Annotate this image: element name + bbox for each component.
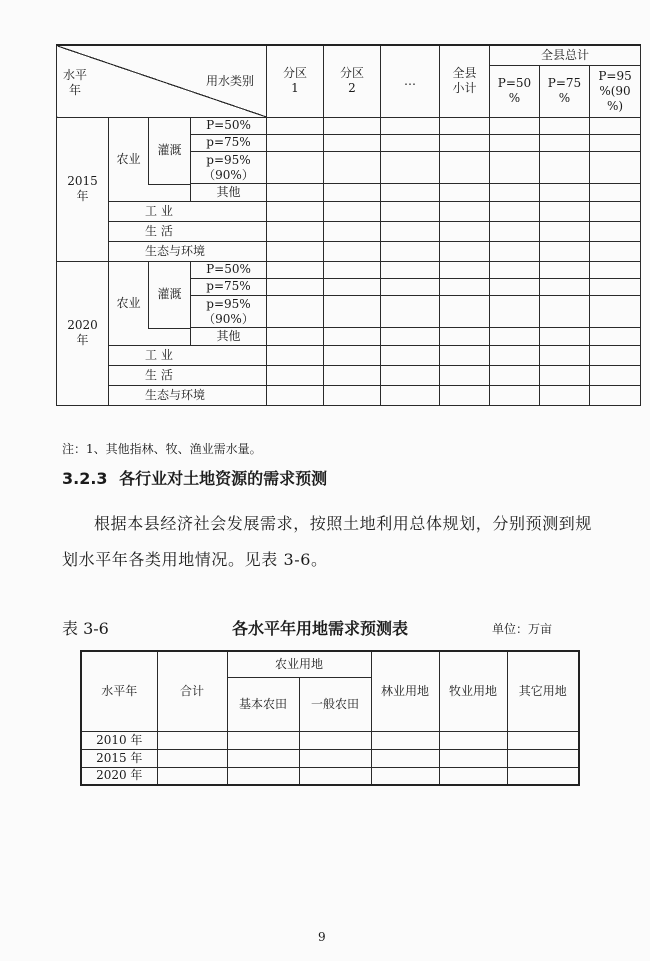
general-farmland-header: 一般农田 — [299, 677, 371, 731]
freq-p50-cell: P=50% — [191, 117, 267, 134]
table-number: 表 3-6 — [62, 619, 109, 638]
agri-cell — [109, 117, 191, 201]
agri-cell — [109, 261, 191, 345]
other-cell: 其他 — [191, 184, 267, 201]
table-caption — [62, 616, 602, 640]
section-title: 各行业对土地资源的需求预测 — [119, 469, 328, 488]
water-demand-table — [56, 44, 641, 406]
p95-header: P=95 %(90 %) — [590, 65, 641, 117]
eco-cell: 生态与环境 — [109, 385, 267, 405]
corner-category-label: 用水类别 — [205, 74, 254, 88]
p75-header: P=75 % — [540, 65, 590, 117]
row-year-2020: 2020 年 — [81, 767, 157, 785]
industry-cell: 工 业 — [109, 345, 267, 365]
year-2020-cell: 2020 年 — [57, 261, 109, 405]
land-demand-table — [80, 650, 580, 786]
table-unit: 单位：万亩 — [492, 622, 553, 636]
page-number: 9 — [318, 930, 326, 944]
life-cell: 生 活 — [109, 365, 267, 385]
year-header: 水平年 — [81, 651, 157, 731]
eco-cell: 生态与环境 — [109, 241, 267, 261]
life-cell: 生 活 — [109, 221, 267, 241]
other-cell: 其他 — [191, 328, 267, 345]
industry-cell: 工 业 — [109, 201, 267, 221]
table-corner-header — [57, 45, 267, 117]
basic-farmland-header: 基本农田 — [227, 677, 299, 731]
table-title: 各水平年用地需求预测表 — [232, 619, 409, 638]
table-note: 注：1、其他指林、牧、渔业需水量。 — [62, 442, 262, 456]
freq-p50-cell: P=50% — [191, 261, 267, 278]
pasture-header: 牧业用地 — [439, 651, 507, 731]
agri-label: 农业 — [116, 151, 141, 166]
total-header: 合计 — [157, 651, 227, 731]
other-land-header: 其它用地 — [507, 651, 579, 731]
irrigation-label: 灌溉 — [148, 262, 190, 329]
section-heading — [62, 466, 327, 489]
county-subtotal-header: 全县 小计 — [440, 45, 490, 117]
p50-header: P=50 % — [490, 65, 540, 117]
freq-p75-cell: p=75% — [191, 278, 267, 295]
freq-p95-cell: p=95% （90%） — [191, 295, 267, 327]
agri-land-header: 农业用地 — [227, 651, 371, 677]
freq-p75-cell: p=75% — [191, 134, 267, 151]
row-year-2010: 2010 年 — [81, 731, 157, 749]
district2-header: 分区 2 — [324, 45, 381, 117]
corner-year-label: 水平 年 — [63, 68, 88, 97]
county-total-header: 全县总计 — [490, 45, 641, 65]
year-2015-cell: 2015 年 — [57, 117, 109, 261]
body-paragraph: 根据本县经济社会发展需求，按照土地利用总体规划，分别预测到规划水平年各类用地情况。见表 3-6。 — [62, 514, 593, 569]
district1-header: 分区 1 — [267, 45, 324, 117]
freq-p95-cell: p=95% （90%） — [191, 151, 267, 183]
section-number: 3.2.3 — [62, 469, 108, 488]
ellipsis-header: … — [381, 45, 440, 117]
irrigation-label: 灌溉 — [148, 118, 190, 185]
row-year-2015: 2015 年 — [81, 749, 157, 767]
forest-header: 林业用地 — [371, 651, 439, 731]
agri-label: 农业 — [116, 295, 141, 310]
